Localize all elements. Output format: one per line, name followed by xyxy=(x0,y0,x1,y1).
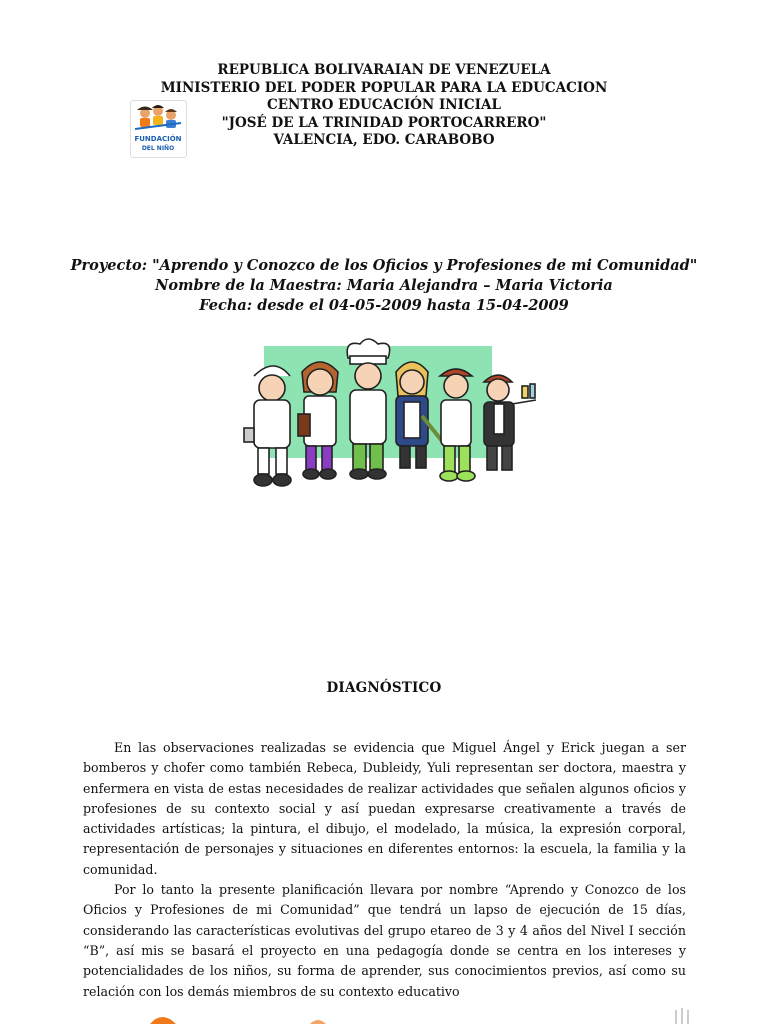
diagnostico-paragraph-2: Por lo tanto la presente planificación llevara por nombre “Aprendo y Conozco de los Oficios y Profesiones de mi Comunidad” que tendrá un lapso de ejecución de 15 días, considerando las características evolutivas del grupo etareo de 3 y 4 años del Nivel I sección “B”, así mis se basará el proyecto en una pedagogía donde se centra en los intereses y potencialidades de los niños, su forma de aprender, sus conocimientos previos, así como su relación con los demás miembros de su contexto educativo xyxy=(83,882,686,999)
header-line-location: VALENCIA, EDO. CARABOBO xyxy=(273,132,495,148)
teacher-names: Nombre de la Maestra: Maria Alejandra – Maria Victoria xyxy=(155,277,613,294)
diagnostico-title: DIAGNÓSTICO xyxy=(326,680,442,696)
children-figures-icon xyxy=(131,101,186,157)
header-line-center: CENTRO EDUCACIÓN INICIAL xyxy=(267,97,501,113)
header-line-republic: REPUBLICA BOLIVARAIAN DE VENEZUELA xyxy=(217,62,551,78)
header-line-school-name: "JOSÉ DE LA TRINIDAD PORTOCARRERO" xyxy=(221,114,547,131)
professions-children-illustration xyxy=(236,336,548,500)
fundacion-del-nino-logo xyxy=(130,100,187,158)
diagnostico-body xyxy=(83,738,686,1002)
document-header xyxy=(0,62,768,150)
project-info xyxy=(0,256,768,316)
diagnostico-paragraph-1: En las observaciones realizadas se evidencia que Miguel Ángel y Erick juegan a ser bomberos y chofer como también Rebeca, Dubleidy, Yuli representan ser doctora, maestra y enfermera en vista de estas necesidades de realizar actividades que señalen algunos oficios y profesiones de su contexto social y así puedan expresarse creativamente a través de actividades artísticas; la pintura, el dibujo, el modelado, la música, la expresión corporal, representación de personajes y situaciones en diferentes entornos: la escuela, la familia y la comunidad. xyxy=(83,740,686,877)
project-dates: Fecha: desde el 04-05-2009 hasta 15-04-2009 xyxy=(199,297,569,314)
header-line-ministry: MINISTERIO DEL PODER POPULAR PARA LA EDUCACION xyxy=(160,79,608,96)
svg-text:FUNDACIÓN: FUNDACIÓN xyxy=(134,135,182,143)
footer-decoration xyxy=(0,1004,768,1024)
svg-text:DEL NIÑO: DEL NIÑO xyxy=(141,145,175,152)
project-title: Proyecto: "Aprendo y Conozco de los Oficios y Profesiones de mi Comunidad" xyxy=(70,257,698,274)
